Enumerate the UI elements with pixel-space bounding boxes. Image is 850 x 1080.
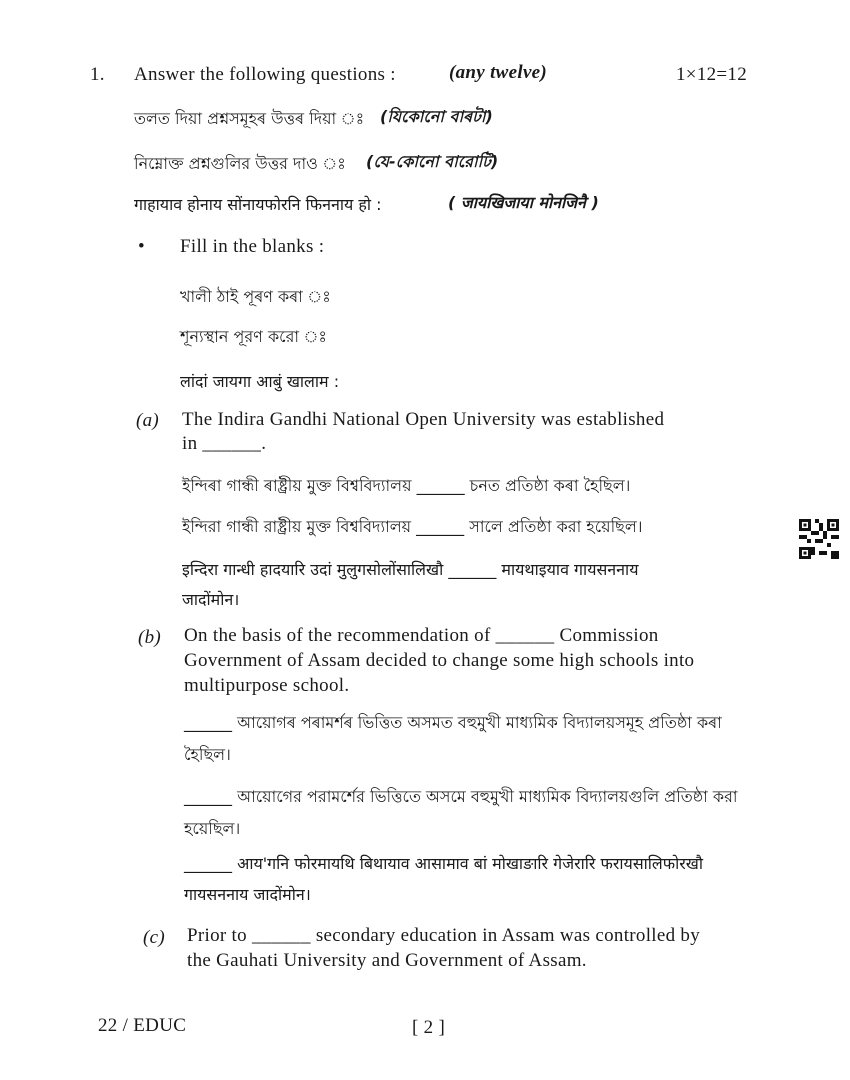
qr-code-icon [799, 519, 839, 559]
question-instruction: Answer the following questions : [134, 64, 396, 85]
question-number: 1. [90, 64, 105, 85]
part-b-english-line1: On the basis of the recommendation of ______ Commission [184, 625, 659, 646]
paper-code: 22 / EDUC [98, 1015, 187, 1036]
question-instruction-emphasis: (any twelve) [449, 62, 548, 83]
part-a-bodo-line1: इन्दिरा गान्धी हादयारि उदां मुलुगसोलोंसालिखौ ______ मायथाइयाव गायसननाय [182, 560, 639, 579]
part-c-label: (c) [143, 927, 165, 948]
part-a-bodo-line2: जादोंमोन। [182, 590, 240, 609]
bodo-instruction: गाहायाव होनाय सोंनायफोरनि फिननाय हो : [134, 195, 382, 214]
question-marks: 1×12=12 [676, 64, 748, 85]
part-a-assamese: ইন্দিৰা গান্ধী ৰাষ্ট্ৰীয় মুক্ত বিশ্ববিদ্যালয় ______ চনত প্ৰতিষ্ঠা কৰা হৈছিল। [182, 476, 631, 495]
bengali-instruction: নিম্নোক্ত প্রশ্নগুলির উত্তর দাও ঃ [134, 154, 346, 173]
part-b-bodo-line1: ______ आय'गनि फोरमायथि बिथायाव आसामाव बां मोखाङारि गेजेरारि फरायसालिफोरखौ [184, 854, 704, 873]
part-b-assamese-line1: ______ আয়োগৰ পৰামৰ্শৰ ভিত্তিত অসমত বহুমুখী মাধ্যমিক বিদ্যালয়সমূহ প্ৰতিষ্ঠা কৰা [184, 713, 722, 732]
part-b-label: (b) [138, 627, 162, 648]
fill-blanks-bodo: लांदां जायगा आबुं खालाम : [180, 372, 340, 391]
part-a-english-line1: The Indira Gandhi National Open University was established [182, 409, 665, 430]
part-b-bengali-line2: হয়েছিল। [184, 819, 241, 838]
part-c-english-line2: the Gauhati University and Government of Assam. [187, 950, 587, 971]
page-number: [ 2 ] [412, 1017, 446, 1038]
part-b-english-line2: Government of Assam decided to change some high schools into [184, 650, 695, 671]
part-b-bengali-line1: ______ আয়োগের পরামর্শের ভিত্তিতে অসমে বহুমুখী মাধ্যমিক বিদ্যালয়গুলি প্রতিষ্ঠা করা [184, 787, 738, 806]
part-b-assamese-line2: হৈছিল। [184, 745, 231, 764]
fill-blanks-assamese: খালী ঠাই পূৰণ কৰা ঃ [180, 287, 331, 306]
fill-blanks-bengali: শূন্যস্থান পূরণ করো ঃ [180, 327, 327, 346]
part-a-bengali: ইন্দিরা গান্ধী রাষ্ট্রীয় মুক্ত বিশ্ববিদ্যালয় ______ সালে প্রতিষ্ঠা করা হয়েছিল। [182, 517, 643, 536]
bullet: • [138, 236, 145, 257]
bengali-instruction-emphasis: (যে-কোনো বারোটি) [366, 152, 499, 171]
part-a-label: (a) [136, 410, 160, 431]
assamese-instruction-emphasis: (যিকোনো বাৰটা) [380, 107, 493, 126]
bodo-instruction-emphasis: ( जायखिजाया मोनजिनै ) [448, 193, 599, 212]
part-b-english-line3: multipurpose school. [184, 675, 350, 696]
fill-blanks-english: Fill in the blanks : [180, 236, 325, 257]
part-c-english-line1: Prior to ______ secondary education in Assam was controlled by [187, 925, 701, 946]
part-a-english-line2: in ______. [182, 433, 267, 454]
assamese-instruction: তলত দিয়া প্ৰশ্নসমূহৰ উত্তৰ দিয়া ঃ [134, 109, 365, 128]
part-b-bodo-line2: गायसननाय जादोंमोन। [184, 885, 311, 904]
